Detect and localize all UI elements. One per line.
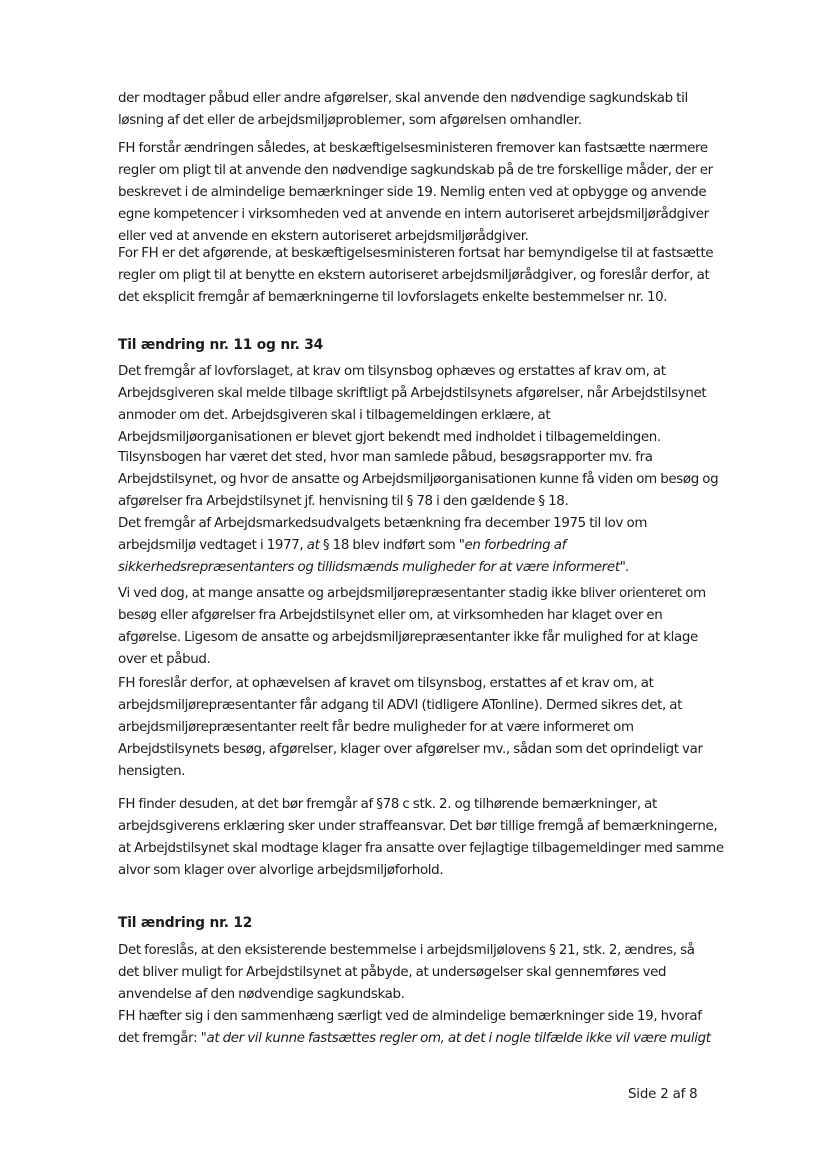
- text-line: arbejdsmiljørepræsentanter får adgang til ADVI (tidligere ATonline). Dermed sikres det, at: [118, 698, 683, 713]
- text-line: anmoder om det. Arbejdsgiveren skal i tilbagemeldingen erklære, at: [118, 408, 551, 423]
- paragraph-8: [118, 673, 708, 783]
- text-line: FH foreslår derfor, at ophævelsen af kravet om tilsynsbog, erstattes af et krav om, at: [118, 676, 654, 691]
- text-line: Det fremgår af Arbejdsmarkedsudvalgets betænkning fra december 1975 til lov om: [118, 516, 648, 531]
- text-line: FH hæfter sig i den sammenhæng særligt ved de almindelige bemærkninger side 19, hvoraf: [118, 1009, 702, 1024]
- section-heading: Til ændring nr. 12: [118, 915, 253, 931]
- text-line: afgørelser fra Arbejdstilsynet jf. henvisning til § 78 i den gældende § 18.: [118, 494, 569, 509]
- paragraph-10: [118, 940, 708, 1006]
- text-line: [118, 1028, 711, 1050]
- text-line: Arbejdsgiveren skal melde tilbage skriftligt på Arbejdstilsynets afgørelser, når Arbejdstilsynet: [118, 386, 707, 401]
- text-line: besøg eller afgørelser fra Arbejdstilsynet eller om, at virksomheden har klaget over en: [118, 608, 663, 623]
- paragraph-6: [118, 513, 708, 579]
- paragraph-9: [118, 794, 724, 882]
- text-line: beskrevet i de almindelige bemærkninger side 19. Nemlig enten ved at opbygge og anvende: [118, 185, 707, 200]
- text-line: arbejdsmiljørepræsentanter reelt får bedre muligheder for at være informeret om: [118, 720, 634, 735]
- italic-quote: "at der vil kunne fastsættes regler om, at det i nogle tilfælde ikke vil være muligt: [200, 1031, 711, 1046]
- paragraph-7: [118, 583, 708, 671]
- text-run: § 18 blev indført som: [319, 538, 459, 553]
- text-line: Tilsynsbogen har været det sted, hvor man samlede påbud, besøgsrapporter mv. fra: [118, 450, 653, 465]
- paragraph-11: [118, 1006, 711, 1050]
- paragraph-5: [118, 447, 719, 513]
- text-line: hensigten.: [118, 764, 186, 779]
- text-line: Vi ved dog, at mange ansatte og arbejdsmiljørepræsentanter stadig ikke bliver orienteret om: [118, 586, 706, 601]
- text-line: Arbejdstilsynet, og hvor de ansatte og Arbejdsmiljøorganisationen kunne få viden om besøg og: [118, 472, 719, 487]
- italic-quote: "en forbedring af: [458, 538, 566, 553]
- text-line: regler om pligt til at benytte en ekstern autoriseret arbejdsmiljørådgiver, og foreslår derfor, at: [118, 268, 710, 283]
- text-line: arbejdsgiverens erklæring sker under straffeansvar. Det bør tillige fremgå af bemærkningerne,: [118, 819, 718, 834]
- text-line: FH finder desuden, at det bør fremgår af §78 c stk. 2. og tilhørende bemærkninger, at: [118, 797, 657, 812]
- text-line: Det foreslås, at den eksisterende bestemmelse i arbejdsmiljølovens § 21, stk. 2, ændres, så: [118, 943, 695, 958]
- text-line: anvendelse af den nødvendige sagkundskab.: [118, 987, 405, 1002]
- text-line: afgørelse. Ligesom de ansatte og arbejdsmiljørepræsentanter ikke får mulighed for at klage: [118, 630, 698, 645]
- text-line: Det fremgår af lovforslaget, at krav om tilsynsbog ophæves og erstattes af krav om, at: [118, 364, 666, 379]
- text-run: arbejdsmiljø vedtaget i 1977,: [118, 538, 307, 553]
- text-line: For FH er det afgørende, at beskæftigelsesministeren fortsat har bemyndigelse til at fastsætte: [118, 246, 714, 261]
- text-line: egne kompetencer i virksomheden ved at anvende en intern autoriseret arbejdsmiljørådgiver: [118, 207, 709, 222]
- text-line: eller ved at anvende en ekstern autoriseret arbejdsmiljørådgiver.: [118, 229, 529, 244]
- italic-text: at: [306, 538, 320, 553]
- text-line: over et påbud.: [118, 652, 211, 667]
- text-line: FH forstår ændringen således, at beskæftigelsesministeren fremover kan fastsætte nærmere: [118, 141, 708, 156]
- text-line: løsning af det eller de arbejdsmiljøproblemer, som afgørelsen omhandler.: [118, 113, 582, 128]
- text-line: Arbejdsmiljøorganisationen er blevet gjort bekendt med indholdet i tilbagemeldingen.: [118, 430, 661, 445]
- text-line: det eksplicit fremgår af bemærkningerne til lovforslagets enkelte bestemmelser nr. 10.: [118, 290, 668, 305]
- paragraph-4: [118, 361, 708, 449]
- page-number: Side 2 af 8: [628, 1087, 698, 1102]
- italic-quote: sikkerhedsrepræsentanters og tillidsmænds muligheder for at være informeret".: [118, 560, 630, 575]
- text-line: at Arbejdstilsynet skal modtage klager fra ansatte over fejlagtige tilbagemeldinger med samme: [118, 841, 724, 856]
- text-line: regler om pligt til at anvende den nødvendige sagkundskab på de tre forskellige måder, der er: [118, 163, 713, 178]
- text-line: der modtager påbud eller andre afgørelser, skal anvende den nødvendige sagkundskab til: [118, 91, 688, 106]
- section-heading: Til ændring nr. 11 og nr. 34: [118, 337, 324, 353]
- text-run: det fremgår:: [118, 1031, 201, 1046]
- paragraph-1: [118, 88, 708, 132]
- paragraph-3: [118, 243, 714, 309]
- text-line: det bliver muligt for Arbejdstilsynet at påbyde, at undersøgelser skal gennemføres ved: [118, 965, 667, 980]
- text-line: alvor som klager over alvorlige arbejdsmiljøforhold.: [118, 863, 444, 878]
- text-line: [118, 535, 708, 557]
- paragraph-2: [118, 138, 713, 248]
- text-line: Arbejdstilsynets besøg, afgørelser, klager over afgørelser mv., sådan som det oprindeligt var: [118, 742, 703, 757]
